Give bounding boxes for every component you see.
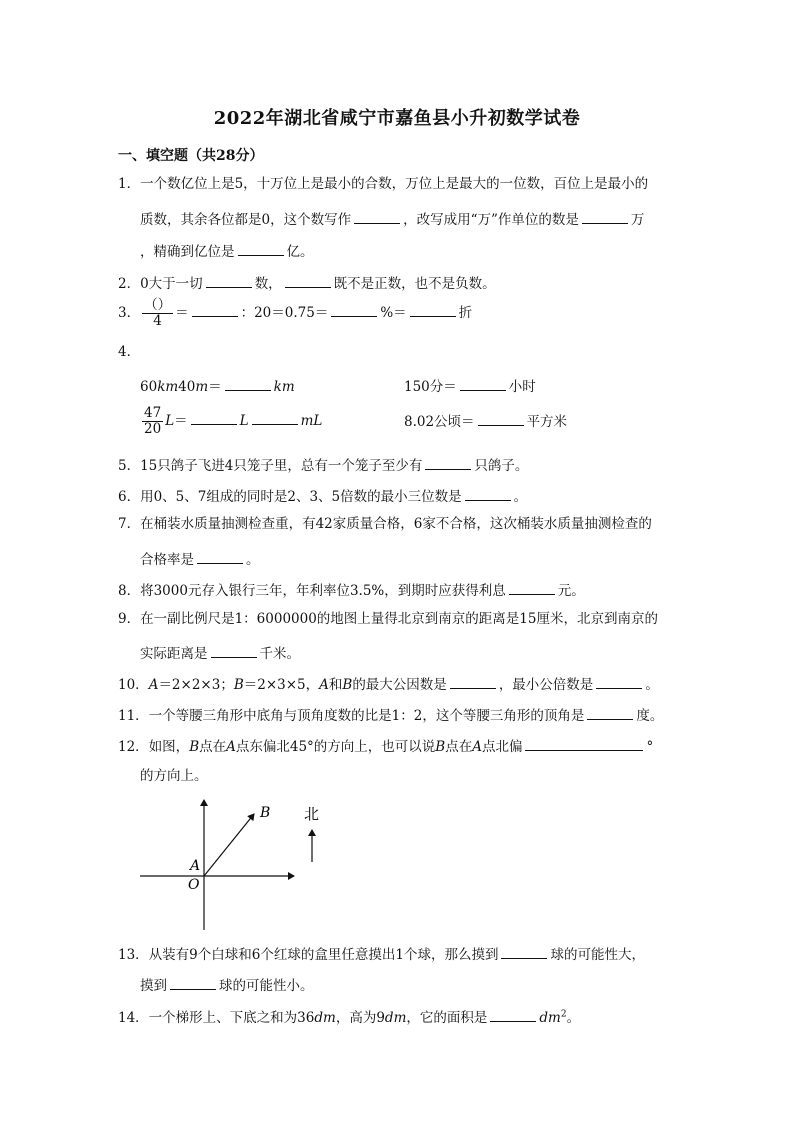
question-12-line-2: 的方向上。 [140, 768, 208, 784]
question-5: 5．15只鸽子飞进4只笼子里，总有一个笼子至少有 只鸽子。 [118, 458, 529, 474]
question-4-item-4: 8.02公顷＝ 平方米 [404, 414, 568, 430]
question-2: 2．0大于一切 数， 既不是正数，也不是负数。 [118, 276, 496, 292]
question-8: 8．将3000元存入银行三年，年利率位3.5%，到期时应获得利息 元。 [118, 583, 585, 599]
page-title: 2022年湖北省咸宁市嘉鱼县小升初数学试卷 [213, 108, 581, 129]
ray-ab [204, 814, 254, 876]
answer-blank[interactable] [285, 275, 331, 288]
label-o: O [188, 877, 200, 893]
answer-blank[interactable] [490, 1009, 536, 1022]
label-a: A [190, 858, 201, 874]
answer-blank[interactable] [478, 413, 524, 426]
answer-blank[interactable] [192, 304, 238, 317]
answer-blank[interactable] [509, 582, 555, 595]
question-3: 3． $\frac{()}{4}$ ＝ ：20＝0.75＝ %＝ 折 [118, 297, 473, 329]
question-7-line-2: 合格率是 。 [140, 552, 260, 568]
answer-blank[interactable] [410, 304, 456, 317]
answer-blank[interactable] [587, 707, 633, 720]
fraction: $\frac{47}{20}$ [144, 405, 162, 437]
question-1-line-1: 1．一个数亿位上是5，十万位上是最小的合数，万位上是最大的一位数，百位上是最小的 [118, 176, 649, 192]
section-heading: 一、填空题（共28分） [118, 148, 264, 164]
question-11: 11．一个等腰三角形中底角与顶角度数的比是1：2，这个等腰三角形的顶角是 度。 [118, 708, 664, 724]
question-9-line-1: 9．在一副比例尺是1：6000000的地图上量得北京到南京的距离是15厘米，北京到南京的 [118, 611, 658, 627]
question-12-line-1: 12．如图，B点在A点东偏北45°的方向上，也可以说B点在A点北偏 ° [118, 739, 654, 755]
question-13-line-2: 摸到 球的可能性小。 [140, 978, 314, 994]
answer-blank[interactable] [197, 551, 243, 564]
answer-blank[interactable] [525, 738, 643, 751]
question-4-item-1: 60km40m＝ km [140, 379, 295, 395]
question-4: 4． [118, 344, 141, 360]
label-b: B [260, 805, 271, 821]
question-14: 14．一个梯形上、下底之和为36dm，高为9dm，它的面积是 $dm^2$。 [118, 1009, 581, 1026]
answer-blank[interactable] [252, 412, 298, 425]
answer-blank[interactable] [331, 304, 377, 317]
north-label: 北 [304, 805, 320, 823]
answer-blank[interactable] [596, 676, 642, 689]
question-7-line-1: 7．在桶装水质量抽测检查重，有42家质量合格，6家不合格，这次桶装水质量抽测检查的 [118, 516, 652, 532]
question-1-line-3: ，精确到亿位是 亿。 [140, 244, 314, 260]
answer-blank[interactable] [425, 457, 471, 470]
answer-blank[interactable] [460, 378, 506, 391]
question-4-item-2: 150分＝ 小时 [404, 379, 536, 395]
answer-blank[interactable] [211, 645, 257, 658]
answer-blank[interactable] [465, 488, 511, 501]
question-10: 10．A＝2×2×3；B＝2×3×5，A和B的最大公因数是 ，最小公倍数是 。 [118, 677, 659, 693]
answer-blank[interactable] [238, 243, 284, 256]
question-4-item-3: $\frac{47}{20}$ L＝ L mL [144, 405, 323, 437]
answer-blank[interactable] [170, 977, 216, 990]
answer-blank[interactable] [501, 946, 547, 959]
question-6: 6．用0、5、7组成的同时是2、3、5倍数的最小三位数是 。 [118, 489, 528, 505]
answer-blank[interactable] [206, 275, 252, 288]
direction-diagram [130, 790, 330, 935]
answer-blank[interactable] [582, 211, 628, 224]
answer-blank[interactable] [191, 412, 237, 425]
answer-blank[interactable] [450, 676, 496, 689]
question-13-line-1: 13．从装有9个白球和6个红球的盒里任意摸出1个球，那么摸到 球的可能性大， [118, 947, 645, 963]
fraction: $\frac{()}{4}$ [144, 297, 172, 329]
answer-blank[interactable] [354, 211, 400, 224]
question-1-line-2: 质数，其余各位都是0，这个数写作 ，改写成用“万”作单位的数是 万 [140, 212, 645, 228]
question-9-line-2: 实际距离是 千米。 [140, 646, 300, 662]
answer-blank[interactable] [225, 378, 271, 391]
